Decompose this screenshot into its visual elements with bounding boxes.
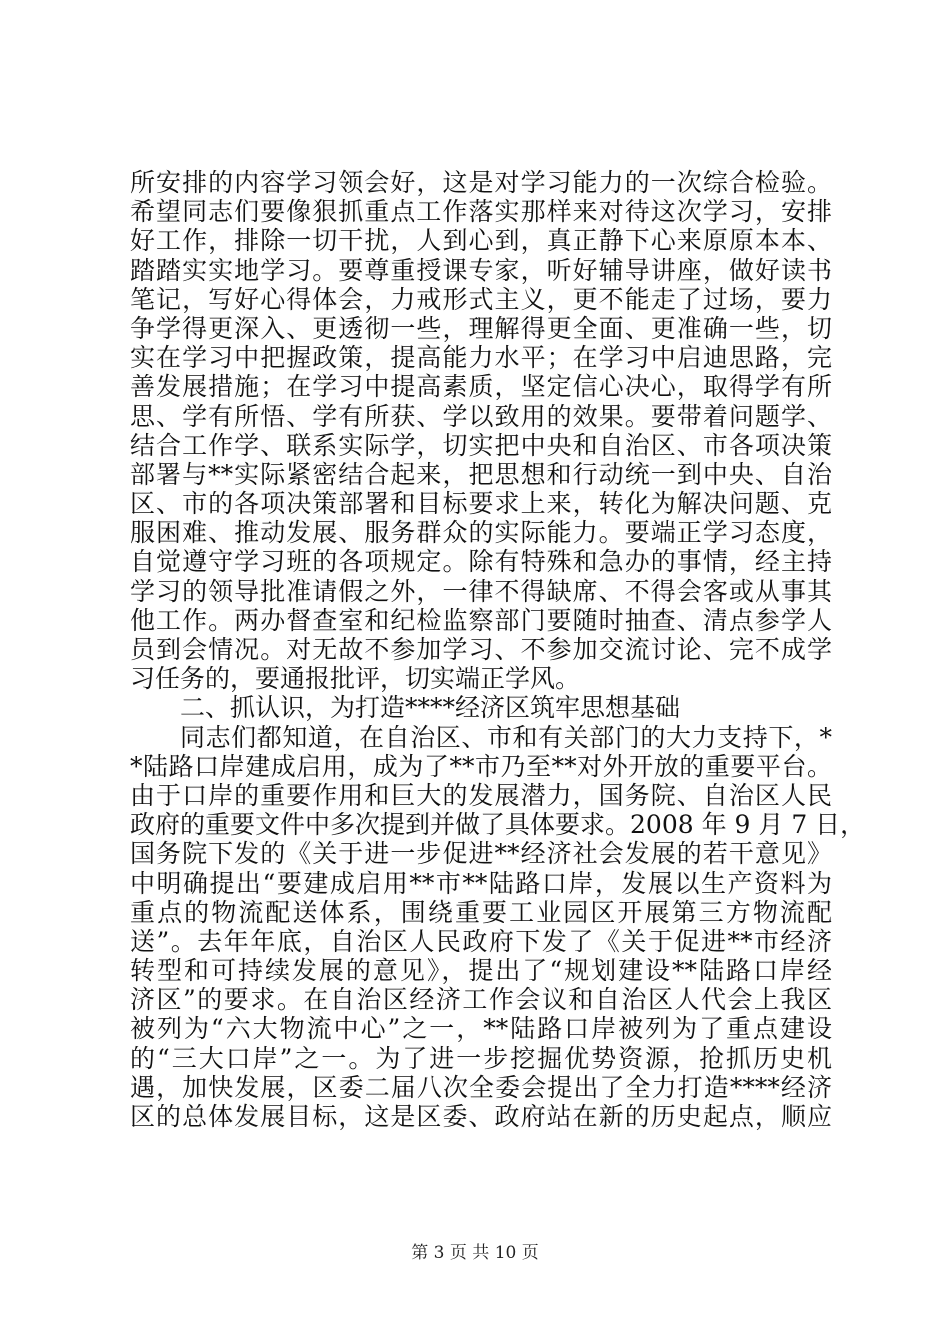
body-line: 好工作，排除一切干扰，人到心到，真正静下心来原原本本、	[130, 226, 832, 256]
section-heading: 二、抓认识，为打造****经济区筑牢思想基础	[180, 693, 681, 723]
body-line: 员到会情况。对无故不参加学习、不参加交流讨论、完不成学	[130, 635, 832, 664]
body-line: 转型和可持续发展的意见》，提出了“规划建设**陆路口岸经	[130, 956, 832, 986]
body-line: 中明确提出“要建成启用**市**陆路口岸，发展以生产资料为	[130, 868, 832, 898]
body-line: 学习的领导批准请假之外，一律不得缺席、不得会客或从事其	[130, 576, 832, 606]
body-line: 济区”的要求。在自治区经济工作会议和自治区人代会上我区	[130, 985, 832, 1015]
body-line: 思、学有所悟、学有所获、学以致用的效果。要带着问题学、	[130, 401, 832, 431]
body-line: 遇，加快发展，区委二届八次全委会提出了全力打造****经济	[130, 1072, 832, 1102]
body-line: 实在学习中把握政策，提高能力水平；在学习中启迪思路，完	[130, 343, 832, 373]
page-footer	[0, 1238, 950, 1263]
body-line: 希望同志们要像狠抓重点工作落实那样来对待这次学习，安排	[130, 197, 832, 227]
body-line: 同志们都知道，在自治区、市和有关部门的大力支持下，*	[180, 722, 832, 752]
body-line: 的“三大口岸”之一。为了进一步挖掘优势资源，抢抓历史机	[130, 1043, 832, 1073]
body-line: 善发展措施；在学习中提高素质，坚定信心决心，取得学有所	[130, 372, 832, 402]
body-line: 部署与**实际紧密结合起来，把思想和行动统一到中央、自治	[130, 459, 832, 489]
body-line: 自觉遵守学习班的各项规定。除有特殊和急办的事情，经主持	[130, 547, 832, 577]
page-number-label: 第 3 页 共 10 页	[411, 1243, 539, 1263]
body-line: *陆路口岸建成启用，成为了**市乃至**对外开放的重要平台。	[130, 751, 832, 781]
body-line: 他工作。两办督查室和纪检监察部门要随时抽查、清点参学人	[130, 605, 832, 635]
body-line: 国务院下发的《关于进一步促进**经济社会发展的若干意见》	[130, 839, 832, 869]
body-line: 争学得更深入、更透彻一些，理解得更全面、更准确一些，切	[130, 313, 832, 343]
body-line: 习任务的，要通报批评，切实端正学风。	[130, 664, 581, 694]
body-line: 笔记，写好心得体会，力戒形式主义，更不能走了过场，要力	[130, 284, 832, 314]
body-line: 区的总体发展目标，这是区委、政府站在新的历史起点，顺应	[130, 1102, 832, 1131]
body-line: 服困难、推动发展、服务群众的实际能力。要端正学习态度，	[130, 518, 832, 548]
body-line: 由于口岸的重要作用和巨大的发展潜力，国务院、自治区人民	[130, 780, 832, 810]
body-line: 踏踏实实地学习。要尊重授课专家，听好辅导讲座，做好读书	[130, 255, 832, 285]
document-body	[130, 168, 866, 1131]
body-line: 被列为“六大物流中心”之一，**陆路口岸被列为了重点建设	[130, 1014, 832, 1044]
body-line: 政府的重要文件中多次提到并做了具体要求。2008 年 9 月 7 日，	[130, 810, 866, 840]
body-line: 结合工作学、联系实际学，切实把中央和自治区、市各项决策	[130, 430, 832, 460]
body-line: 重点的物流配送体系，围绕重要工业园区开展第三方物流配	[130, 897, 832, 927]
body-line: 送”。去年年底，自治区人民政府下发了《关于促进**市经济	[130, 926, 832, 956]
body-line: 区、市的各项决策部署和目标要求上来，转化为解决问题、克	[130, 489, 832, 519]
body-line: 所安排的内容学习领会好，这是对学习能力的一次综合检验。	[130, 168, 832, 197]
